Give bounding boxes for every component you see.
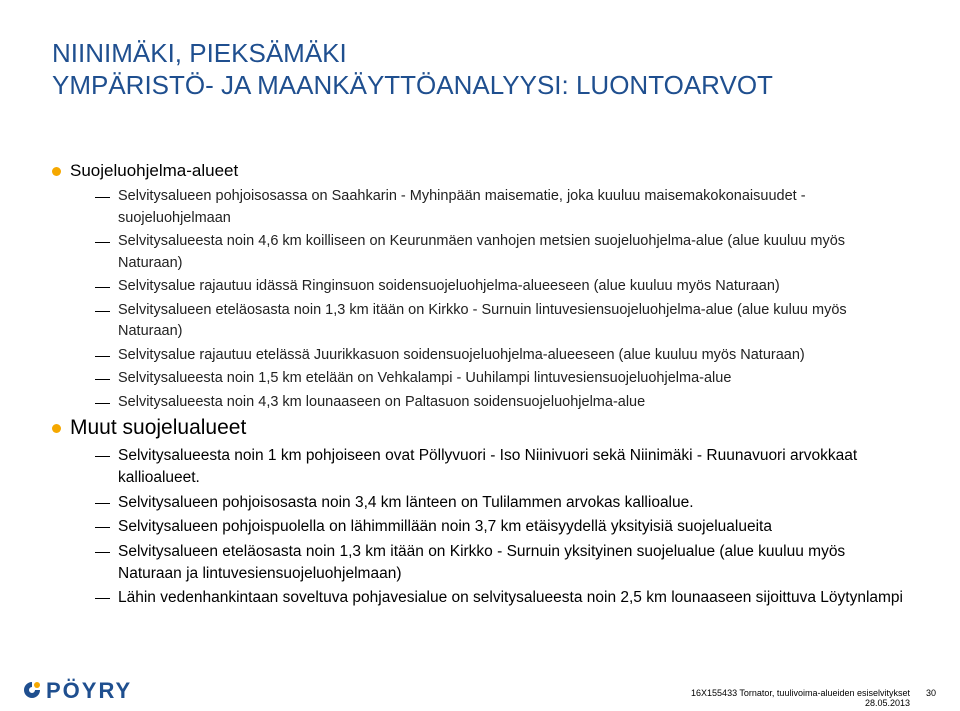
dash-icon — [95, 311, 110, 312]
list-item: Selvitysalue rajautuu idässä Ringinsuon soidensuojeluohjelma-alueeseen (alue kuuluu myös Naturaan) — [52, 276, 912, 298]
list-item: Selvitysalueesta noin 4,6 km koilliseen on Keurunmäen vanhojen metsien suojeluohjelma-alue (alue kuuluu myös Naturaan) — [52, 231, 912, 274]
dash-icon — [95, 356, 110, 357]
poyry-logo-icon — [22, 680, 42, 700]
list-item: Selvitysalueesta noin 1 km pohjoiseen ovat Pöllyvuori - Iso Niinivuori sekä Niinimäki - Ruunavuori arvokkaat kallioalueet. — [52, 445, 912, 489]
dash-icon — [95, 242, 110, 243]
dash-icon — [95, 598, 110, 599]
list-item: Selvitysalueen eteläosasta noin 1,3 km itään on Kirkko - Surnuin lintuvesiensuojeluohjelma-alue (alue kuluu myös Naturaan) — [52, 300, 912, 343]
bullet-icon — [52, 424, 61, 433]
dash-icon — [95, 403, 110, 404]
dash-icon — [95, 379, 110, 380]
footer-date: 28.05.2013 — [864, 698, 910, 708]
slide-title — [52, 37, 932, 101]
list-item: Selvitysalueen pohjoisosasta noin 3,4 km länteen on Tulilammen arvokas kallioalue. — [52, 492, 912, 514]
list-item: Selvitysalueesta noin 4,3 km lounaaseen on Paltasuon soidensuojeluohjelma-alue — [52, 392, 912, 414]
bullet-icon — [52, 167, 61, 176]
slide-content — [52, 160, 912, 612]
dash-icon — [95, 503, 110, 504]
footer-document-name: 16X155433 Tornator, tuulivoima-alueiden esiselvitykset — [691, 688, 910, 698]
footer-document-info — [691, 688, 910, 708]
title-line-2: YMPÄRISTÖ- JA MAANKÄYTTÖANALYYSI: LUONTOARVOT — [52, 70, 773, 100]
section-heading-suojeluohjelma: Suojeluohjelma-alueet — [52, 160, 912, 182]
list-item: Lähin vedenhankintaan soveltuva pohjavesialue on selvitysalueesta noin 2,5 km lounaaseen sijoittuva Löytynlampi — [52, 587, 912, 609]
dash-icon — [95, 197, 110, 198]
list-item: Selvitysalueesta noin 1,5 km etelään on Vehkalampi - Uuhilampi lintuvesiensuojeluohjelma-alue — [52, 368, 912, 390]
dash-icon — [95, 527, 110, 528]
list-item: Selvitysalue rajautuu etelässä Juurikkasuon soidensuojeluohjelma-alueeseen (alue kuuluu myös Naturaan) — [52, 345, 912, 367]
logo-wordmark: PÖYRY — [46, 678, 133, 703]
page-number: 30 — [925, 688, 936, 698]
title-line-1: NIINIMÄKI, PIEKSÄMÄKI — [52, 38, 347, 68]
list-item: Selvitysalueen pohjoisosassa on Saahkarin - Myhinpään maisematie, joka kuuluu maisemakokonaisuudet - suojeluohjelmaan — [52, 186, 912, 229]
list-item: Selvitysalueen pohjoispuolella on lähimmillään noin 3,7 km etäisyydellä yksityisiä suojelualueita — [52, 516, 912, 538]
dash-icon — [95, 456, 110, 457]
dash-icon — [95, 552, 110, 553]
dash-icon — [95, 287, 110, 288]
section-heading-muut: Muut suojelualueet — [52, 415, 912, 441]
list-item: Selvitysalueen eteläosasta noin 1,3 km itään on Kirkko - Surnuin yksityinen suojelualue (alue kuuluu myös Naturaan ja lintuvesiensuojeluohjelmaan) — [52, 541, 912, 585]
